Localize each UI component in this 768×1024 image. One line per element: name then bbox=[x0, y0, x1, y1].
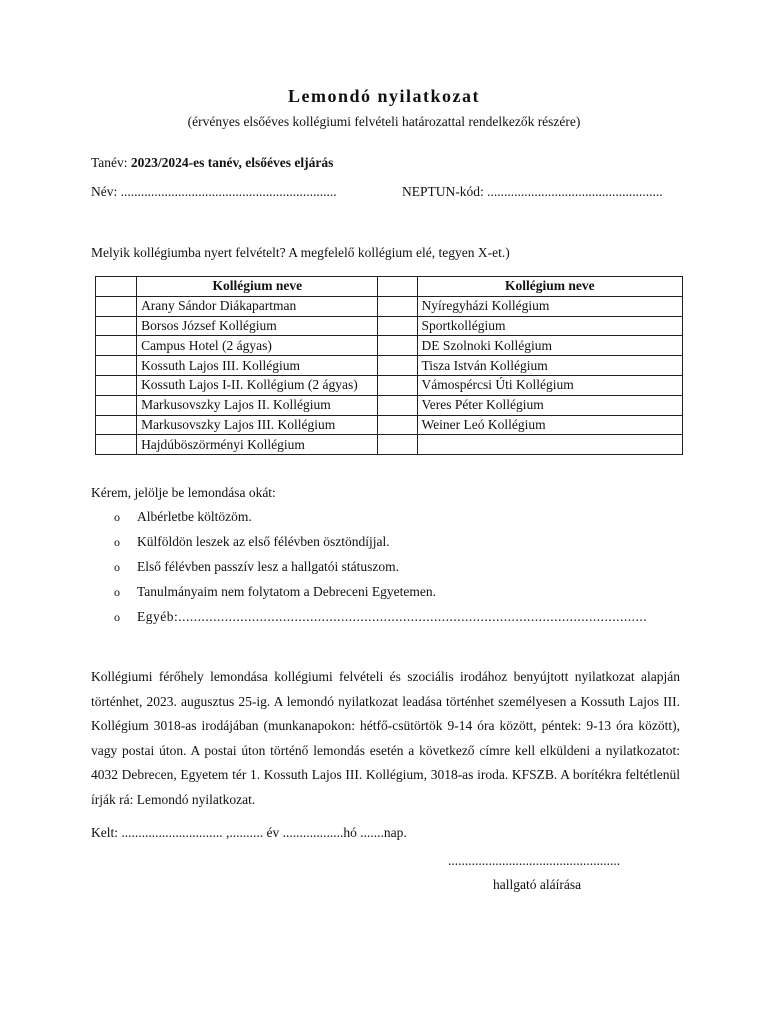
checkbox-header-right bbox=[378, 277, 417, 297]
mark-cell[interactable] bbox=[96, 415, 137, 435]
academic-year-value: 2023/2024-es tanév, elsőéves eljárás bbox=[130, 155, 334, 170]
signature-line[interactable]: ................................................... bbox=[448, 853, 621, 868]
reasons-title: Kérem, jelölje be lemondása okát: bbox=[91, 485, 276, 500]
mark-cell[interactable] bbox=[378, 316, 417, 336]
reason-option[interactable] bbox=[114, 532, 647, 557]
dormitory-table bbox=[95, 276, 683, 455]
name-field[interactable]: Név: ................................................................ bbox=[91, 184, 337, 199]
radio-circle-icon[interactable]: o bbox=[114, 535, 120, 549]
mark-cell[interactable] bbox=[378, 435, 417, 455]
dormitory-name-cell: Markusovszky Lajos II. Kollégium bbox=[137, 395, 378, 415]
dormitory-name-cell: Markusovszky Lajos III. Kollégium bbox=[137, 415, 378, 435]
reason-option-other[interactable] bbox=[114, 607, 647, 632]
table-row bbox=[96, 316, 683, 336]
other-reason-field[interactable]: Egyéb:......................................................................................................................... bbox=[137, 609, 648, 624]
radio-circle-icon[interactable]: o bbox=[114, 585, 120, 599]
reason-option[interactable] bbox=[114, 582, 647, 607]
mark-cell[interactable] bbox=[378, 296, 417, 316]
mark-cell[interactable] bbox=[378, 395, 417, 415]
mark-cell[interactable] bbox=[378, 356, 417, 376]
mark-cell[interactable] bbox=[96, 336, 137, 356]
dormitory-name-cell: Sportkollégium bbox=[417, 316, 682, 336]
reason-option[interactable] bbox=[114, 507, 647, 532]
academic-year-line bbox=[91, 155, 333, 171]
table-row bbox=[96, 296, 683, 316]
neptun-code-field[interactable]: NEPTUN-kód: .................................................... bbox=[402, 184, 663, 199]
dormitory-name-cell: Arany Sándor Diákapartman bbox=[137, 296, 378, 316]
dormitory-name-cell: Kossuth Lajos III. Kollégium bbox=[137, 356, 378, 376]
checkbox-header-left bbox=[96, 277, 137, 297]
mark-cell[interactable] bbox=[96, 296, 137, 316]
document-title: Lemondó nyilatkozat bbox=[287, 86, 480, 106]
table-header-row bbox=[96, 277, 683, 297]
reason-label: Külföldön leszek az első félévben ösztöndíjjal. bbox=[137, 534, 390, 549]
mark-cell[interactable] bbox=[96, 435, 137, 455]
dormitory-name-cell: Tisza István Kollégium bbox=[417, 356, 682, 376]
dormitory-name-cell: Weiner Leó Kollégium bbox=[417, 415, 682, 435]
dormitory-name-cell: Hajdúböszörményi Kollégium bbox=[137, 435, 378, 455]
column-header-left: Kollégium neve bbox=[137, 277, 378, 297]
dormitory-name-cell bbox=[417, 435, 682, 455]
reason-label: Első félévben passzív lesz a hallgatói státuszom. bbox=[137, 559, 400, 574]
dormitory-name-cell: Vámospércsi Úti Kollégium bbox=[417, 375, 682, 395]
mark-cell[interactable] bbox=[378, 375, 417, 395]
dormitory-name-cell: DE Szolnoki Kollégium bbox=[417, 336, 682, 356]
table-row bbox=[96, 395, 683, 415]
reason-label: Tanulmányaim nem folytatom a Debreceni Egyetemen. bbox=[137, 584, 436, 599]
mark-cell[interactable] bbox=[96, 395, 137, 415]
radio-circle-icon[interactable]: o bbox=[114, 610, 120, 624]
dormitory-name-cell: Nyíregyházi Kollégium bbox=[417, 296, 682, 316]
mark-cell[interactable] bbox=[96, 375, 137, 395]
dormitory-name-cell: Kossuth Lajos I-II. Kollégium (2 ágyas) bbox=[137, 375, 378, 395]
dormitory-name-cell: Borsos József Kollégium bbox=[137, 316, 378, 336]
instructions-paragraph: Kollégiumi férőhely lemondása kollégiumi felvételi és szociális irodához benyújtott nyilatkozat alapján történhet, 2023. augusztus 25-ig. A lemondó nyilatkozat leadása történhet személyesen a Kossuth Lajos III. Kollégium 3018-as irodájában (munkanapokon: hétfő-csütörtök 9-14 óra között, péntek: 9-13 óra között), vagy postai úton. A postai úton történő lemondás esetén a következő címre kell elküldeni a nyilatkozatot: 4032 Debrecen, Egyetem tér 1. Kossuth Lajos III. Kollégium, 3018-as iroda. KFSZB. A borítékra feltétlenül írják rá: Lemondó nyilatkozat. bbox=[91, 669, 680, 807]
mark-cell[interactable] bbox=[96, 316, 137, 336]
table-row bbox=[96, 415, 683, 435]
table-row bbox=[96, 375, 683, 395]
table-row bbox=[96, 435, 683, 455]
document-subtitle: (érvényes elsőéves kollégiumi felvételi határozattal rendelkezők részére) bbox=[187, 114, 581, 129]
dormitory-name-cell: Veres Péter Kollégium bbox=[417, 395, 682, 415]
dormitory-name-cell: Campus Hotel (2 ágyas) bbox=[137, 336, 378, 356]
academic-year-label: Tanév: bbox=[91, 155, 131, 170]
date-line[interactable]: Kelt: .............................. ,.......... év ..................hó .......nap. bbox=[91, 825, 407, 840]
mark-cell[interactable] bbox=[378, 336, 417, 356]
table-row bbox=[96, 336, 683, 356]
column-header-right: Kollégium neve bbox=[417, 277, 682, 297]
reason-option[interactable] bbox=[114, 557, 647, 582]
signature-label: hallgató aláírása bbox=[493, 877, 582, 892]
table-row bbox=[96, 356, 683, 376]
reasons-list bbox=[114, 507, 647, 632]
dormitory-question: Melyik kollégiumba nyert felvételt? A megfelelő kollégium elé, tegyen X-et.) bbox=[91, 245, 510, 260]
mark-cell[interactable] bbox=[378, 415, 417, 435]
reason-label: Albérletbe költözöm. bbox=[137, 509, 252, 524]
radio-circle-icon[interactable]: o bbox=[114, 560, 120, 574]
radio-circle-icon[interactable]: o bbox=[114, 510, 120, 524]
mark-cell[interactable] bbox=[96, 356, 137, 376]
